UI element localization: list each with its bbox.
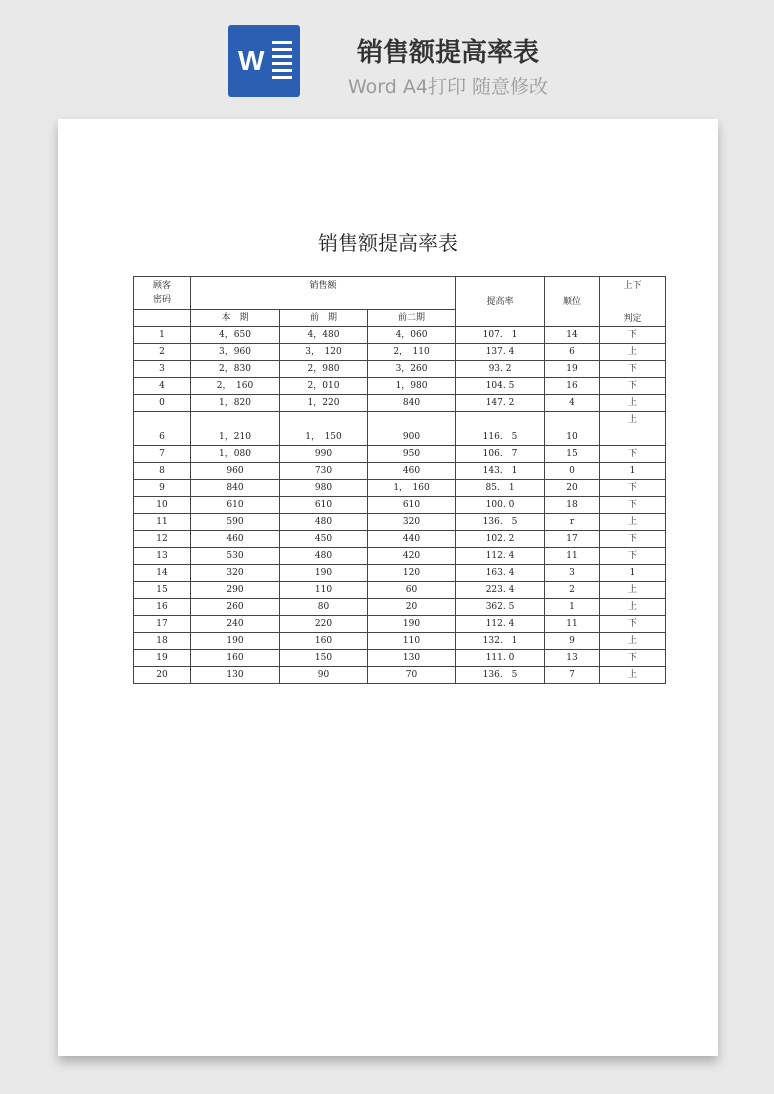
cell-previous: 450 [280,531,368,548]
cell-rank: 10 [545,412,600,446]
table-row [134,650,666,667]
cell-previous: 80 [280,599,368,616]
cell-before-previous: 60 [368,582,456,599]
cell-updown: 下 [600,327,666,344]
document-page [58,119,718,1056]
cell-customer-code: 0 [134,395,191,412]
table-row [134,344,666,361]
cell-rank: 15 [545,446,600,463]
cell-previous: 160 [280,633,368,650]
cell-updown: 上 [600,412,666,446]
header-blank [134,310,191,327]
header-rank: 顺位 [545,277,600,327]
cell-current: 530 [191,548,280,565]
cell-customer-code: 18 [134,633,191,650]
cell-previous: 2，980 [280,361,368,378]
cell-before-previous: 950 [368,446,456,463]
cell-previous: 3， 120 [280,344,368,361]
cell-previous: 2，010 [280,378,368,395]
cell-customer-code: 11 [134,514,191,531]
cell-updown: 1 [600,565,666,582]
cell-current: 1，080 [191,446,280,463]
cell-rank: 4 [545,395,600,412]
cell-rank: r [545,514,600,531]
cell-before-previous: 460 [368,463,456,480]
cell-customer-code: 3 [134,361,191,378]
table-row [134,446,666,463]
cell-customer-code: 15 [134,582,191,599]
table-body [134,327,666,684]
cell-increase-rate: 143. 1 [456,463,545,480]
cell-previous: 1， 150 [280,412,368,446]
cell-current: 590 [191,514,280,531]
cell-previous: 480 [280,514,368,531]
cell-rank: 3 [545,565,600,582]
cell-before-previous: 1，980 [368,378,456,395]
cell-updown: 下 [600,446,666,463]
cell-rank: 13 [545,650,600,667]
cell-before-previous: 320 [368,514,456,531]
cell-before-previous: 190 [368,616,456,633]
cell-rank: 17 [545,531,600,548]
cell-rank: 14 [545,327,600,344]
table-row [134,497,666,514]
cell-customer-code: 17 [134,616,191,633]
cell-customer-code: 9 [134,480,191,497]
cell-rank: 19 [545,361,600,378]
cell-previous: 150 [280,650,368,667]
header-previous: 前 期 [280,310,368,327]
cell-updown: 下 [600,497,666,514]
cell-customer-code: 20 [134,667,191,684]
cell-updown: 上 [600,344,666,361]
table-row [134,548,666,565]
cell-increase-rate: 163. 4 [456,565,545,582]
cell-increase-rate: 100. 0 [456,497,545,514]
cell-increase-rate: 223. 4 [456,582,545,599]
banner [0,0,774,112]
cell-customer-code: 1 [134,327,191,344]
cell-previous: 1，220 [280,395,368,412]
cell-customer-code: 12 [134,531,191,548]
cell-current: 610 [191,497,280,514]
cell-increase-rate: 362. 5 [456,599,545,616]
cell-rank: 11 [545,616,600,633]
cell-current: 2， 160 [191,378,280,395]
cell-rank: 7 [545,667,600,684]
document-title: 销售额提高率表 [318,231,458,255]
cell-before-previous: 900 [368,412,456,446]
table-row [134,616,666,633]
cell-increase-rate: 106. 7 [456,446,545,463]
header-updown-bottom: 判定 [600,310,666,327]
header-current: 本 期 [191,310,280,327]
table-row [134,514,666,531]
cell-current: 190 [191,633,280,650]
cell-increase-rate: 111. 0 [456,650,545,667]
cell-updown: 下 [600,378,666,395]
table-row [134,582,666,599]
cell-increase-rate: 102. 2 [456,531,545,548]
cell-updown: 下 [600,548,666,565]
cell-updown: 上 [600,582,666,599]
table-row [134,565,666,582]
cell-previous: 730 [280,463,368,480]
cell-current: 290 [191,582,280,599]
cell-current: 160 [191,650,280,667]
cell-increase-rate: 147. 2 [456,395,545,412]
cell-current: 460 [191,531,280,548]
cell-increase-rate: 112. 4 [456,548,545,565]
cell-customer-code: 13 [134,548,191,565]
cell-updown: 上 [600,633,666,650]
cell-customer-code: 4 [134,378,191,395]
cell-rank: 9 [545,633,600,650]
cell-updown: 上 [600,395,666,412]
cell-before-previous: 4，060 [368,327,456,344]
cell-updown: 下 [600,531,666,548]
table-row [134,599,666,616]
cell-customer-code: 2 [134,344,191,361]
cell-before-previous: 420 [368,548,456,565]
cell-current: 320 [191,565,280,582]
cell-increase-rate: 107. 1 [456,327,545,344]
table-row [134,463,666,480]
cell-current: 3，960 [191,344,280,361]
cell-increase-rate: 136. 5 [456,514,545,531]
cell-rank: 11 [545,548,600,565]
cell-customer-code: 8 [134,463,191,480]
cell-previous: 990 [280,446,368,463]
table-row [134,361,666,378]
table-row [134,395,666,412]
header-updown-top: 上下 [600,277,666,310]
cell-current: 1，210 [191,412,280,446]
header-customer-code: 顾客 密码 [134,277,191,310]
cell-before-previous: 840 [368,395,456,412]
cell-before-previous: 120 [368,565,456,582]
table-row [134,480,666,497]
cell-previous: 90 [280,667,368,684]
cell-increase-rate: 137. 4 [456,344,545,361]
cell-rank: 18 [545,497,600,514]
header-increase-rate: 提高率 [456,277,545,327]
sales-table [133,276,666,684]
cell-current: 840 [191,480,280,497]
cell-previous: 110 [280,582,368,599]
cell-updown: 下 [600,616,666,633]
cell-updown: 下 [600,480,666,497]
cell-increase-rate: 104. 5 [456,378,545,395]
cell-updown: 上 [600,514,666,531]
cell-rank: 6 [545,344,600,361]
header-sales: 销售额 [191,277,456,310]
cell-rank: 16 [545,378,600,395]
cell-previous: 610 [280,497,368,514]
table-row [134,378,666,395]
cell-current: 2，830 [191,361,280,378]
cell-updown: 1 [600,463,666,480]
cell-previous: 220 [280,616,368,633]
cell-current: 260 [191,599,280,616]
cell-customer-code: 16 [134,599,191,616]
cell-rank: 2 [545,582,600,599]
cell-before-previous: 440 [368,531,456,548]
cell-before-previous: 610 [368,497,456,514]
cell-before-previous: 70 [368,667,456,684]
word-icon-letter: W [238,45,265,76]
cell-previous: 980 [280,480,368,497]
cell-before-previous: 1， 160 [368,480,456,497]
cell-customer-code: 7 [134,446,191,463]
cell-rank: 1 [545,599,600,616]
cell-updown: 下 [600,361,666,378]
banner-subtitle: Word A4打印 随意修改 [347,76,548,98]
cell-customer-code: 10 [134,497,191,514]
cell-before-previous: 130 [368,650,456,667]
cell-before-previous: 3，260 [368,361,456,378]
cell-previous: 190 [280,565,368,582]
cell-current: 960 [191,463,280,480]
header-before-previous: 前二期 [368,310,456,327]
cell-increase-rate: 112. 4 [456,616,545,633]
cell-updown: 下 [600,650,666,667]
cell-updown: 上 [600,599,666,616]
cell-increase-rate: 93. 2 [456,361,545,378]
cell-increase-rate: 116. 5 [456,412,545,446]
table-row [134,667,666,684]
cell-increase-rate: 132. 1 [456,633,545,650]
table-row [134,327,666,344]
cell-rank: 20 [545,480,600,497]
table-row [134,633,666,650]
cell-increase-rate: 136. 5 [456,667,545,684]
word-icon-lines [272,41,292,83]
cell-before-previous: 2， 110 [368,344,456,361]
table-row [134,531,666,548]
cell-before-previous: 20 [368,599,456,616]
banner-title: 销售额提高率表 [356,38,539,68]
cell-before-previous: 110 [368,633,456,650]
cell-customer-code: 14 [134,565,191,582]
cell-updown: 上 [600,667,666,684]
cell-current: 240 [191,616,280,633]
cell-customer-code: 6 [134,412,191,446]
table-row [134,412,666,446]
cell-previous: 480 [280,548,368,565]
word-icon [228,25,300,97]
cell-customer-code: 19 [134,650,191,667]
cell-previous: 4，480 [280,327,368,344]
cell-increase-rate: 85. 1 [456,480,545,497]
cell-current: 1，820 [191,395,280,412]
cell-current: 130 [191,667,280,684]
cell-rank: 0 [545,463,600,480]
cell-current: 4，650 [191,327,280,344]
